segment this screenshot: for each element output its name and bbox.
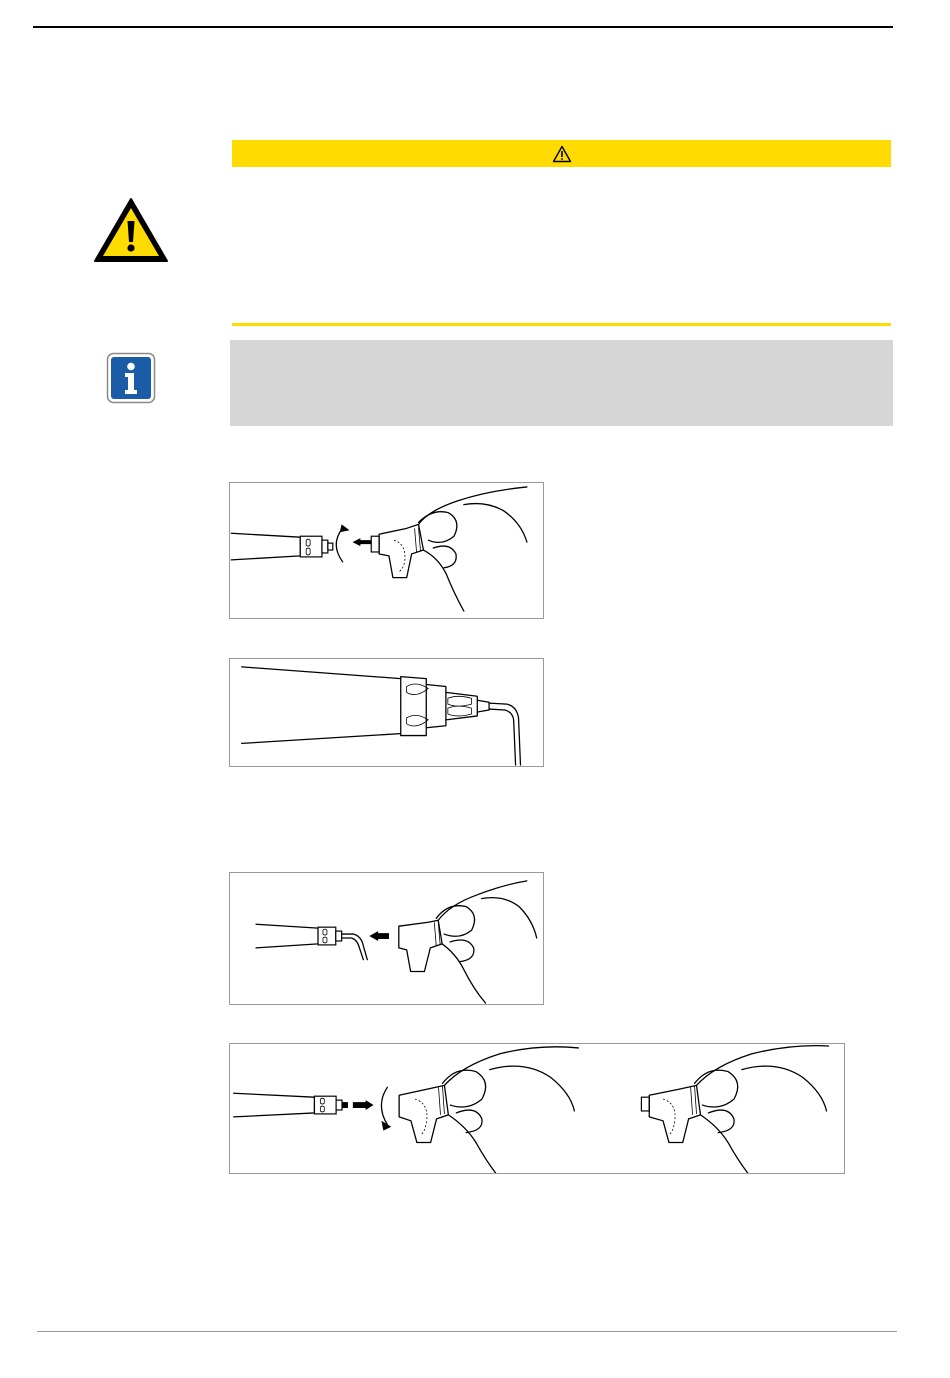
tip-wrench-tightening-illustration <box>229 1043 845 1174</box>
warning-bottom-rule <box>232 323 891 326</box>
note-box <box>230 340 893 426</box>
header-rule <box>33 26 893 28</box>
warning-triangle-icon <box>92 196 170 264</box>
warning-triangle-small-icon <box>552 145 572 163</box>
tip-wrench-insertion-illustration <box>229 872 544 1005</box>
info-icon <box>106 352 156 404</box>
handpiece-with-tip-illustration <box>229 658 544 767</box>
handpiece-tip-removal-illustration <box>229 482 544 619</box>
warning-banner <box>232 140 891 167</box>
footer-rule <box>37 1331 897 1332</box>
